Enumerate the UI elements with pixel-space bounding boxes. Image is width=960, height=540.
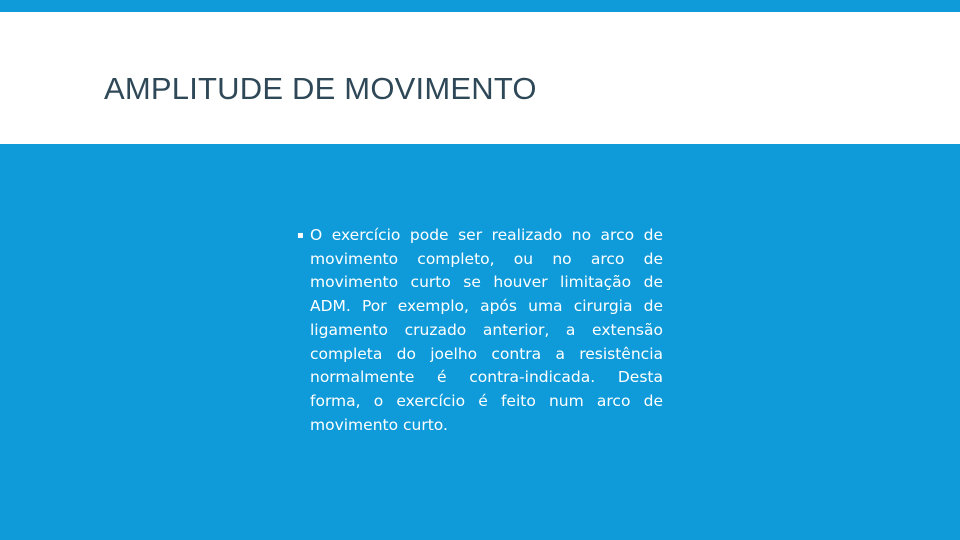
bullet-marker-icon: ▪ — [297, 230, 304, 241]
slide-content — [297, 224, 663, 437]
slide-title: AMPLITUDE DE MOVIMENTO — [104, 71, 537, 106]
title-band — [0, 12, 960, 144]
bullet-text: O exercício pode ser realizado no arco de movimento completo, ou no arco de movimento curto se houver limitação de ADM. Por exemplo, após uma cirurgia de ligamento cruzado anterior, a extensão completa do joelho contra a resistência normalmente é contra-indicada. Desta forma, o exercício é feito num arco de movimento curto. — [310, 226, 663, 434]
